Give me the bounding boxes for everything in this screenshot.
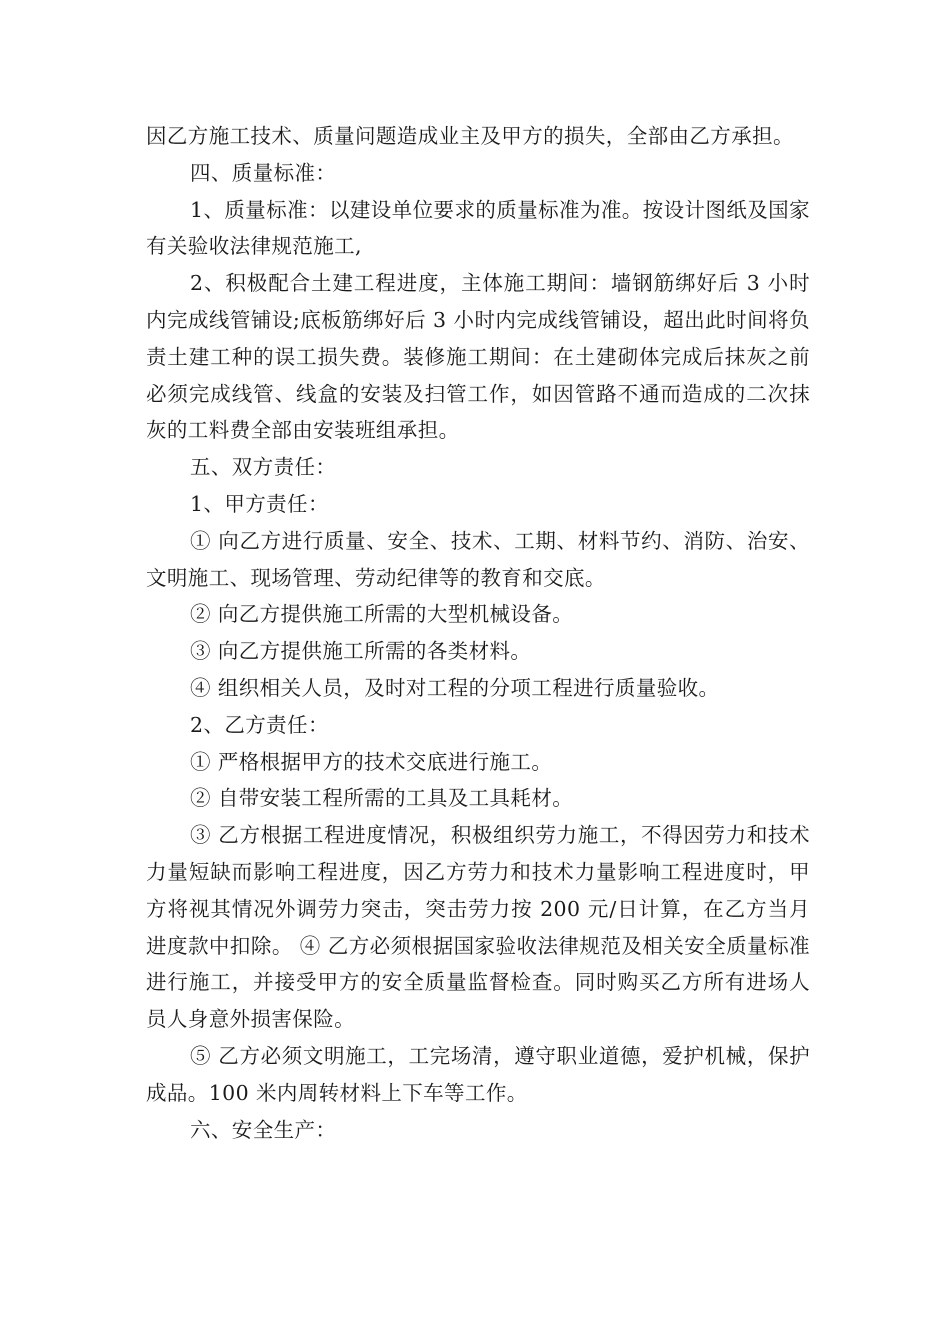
document-body bbox=[146, 118, 810, 1148]
list-item-party-b-3-4: ③ 乙方根据工程进度情况，积极组织劳力施工，不得因劳力和技术力量短缺而影响工程进度，因乙方劳力和技术力量影响工程进度时，甲方将视其情况外调劳力突击，突击劳力按 200 元/日计算，在乙方当月进度款中扣除。 ④ 乙方必须根据国家验收法律规范及相关安全质量标准进行施工，并接受甲方的安全质量监督检查。同时购买乙方所有进场人员人身意外损害保险。 bbox=[146, 823, 810, 1032]
subheading-party-b-responsibilities: 2、乙方责任： bbox=[190, 712, 329, 737]
heading-quality-standard: 四、质量标准： bbox=[190, 160, 337, 185]
paragraph-liability: 因乙方施工技术、质量问题造成业主及甲方的损失，全部由乙方承担。 bbox=[146, 124, 794, 148]
paragraph-quality-standard-2: 2、积极配合土建工程进度，主体施工期间：墙钢筋绑好后 3 小时内完成线管铺设;底板筋绑好后 3 小时内完成线管铺设，超出此时间将负责土建工种的误工损失费。装修施工期间：在土建砌体完成后抹灰之前必须完成线管、线盒的安装及扫管工作，如因管路不通而造成的二次抹灰的工料费全部由安装班组承担。 bbox=[146, 271, 810, 443]
list-item-party-a-3: ③ 向乙方提供施工所需的各类材料。 bbox=[190, 639, 532, 664]
heading-mutual-responsibilities: 五、双方责任： bbox=[190, 455, 337, 480]
list-item-party-b-1: ① 严格根据甲方的技术交底进行施工。 bbox=[190, 749, 553, 774]
list-item-party-a-1: ① 向乙方进行质量、安全、技术、工期、材料节约、消防、治安、文明施工、现场管理、劳动纪律等的教育和交底。 bbox=[146, 528, 810, 590]
paragraph-quality-standard-1: 1、质量标准：以建设单位要求的质量标准为准。按设计图纸及国家有关验收法律规范施工, bbox=[146, 197, 810, 259]
heading-safety-production: 六、安全生产： bbox=[190, 1117, 337, 1142]
list-item-party-b-5: ⑤ 乙方必须文明施工，工完场清，遵守职业道德，爱护机械，保护成品。100 米内周转材料上下车等工作。 bbox=[146, 1043, 810, 1105]
subheading-party-a-responsibilities: 1、甲方责任： bbox=[190, 491, 329, 516]
list-item-party-a-2: ② 向乙方提供施工所需的大型机械设备。 bbox=[190, 602, 574, 627]
list-item-party-a-4: ④ 组织相关人员，及时对工程的分项工程进行质量验收。 bbox=[190, 675, 720, 700]
list-item-party-b-2: ② 自带安装工程所需的工具及工具耗材。 bbox=[190, 786, 574, 811]
